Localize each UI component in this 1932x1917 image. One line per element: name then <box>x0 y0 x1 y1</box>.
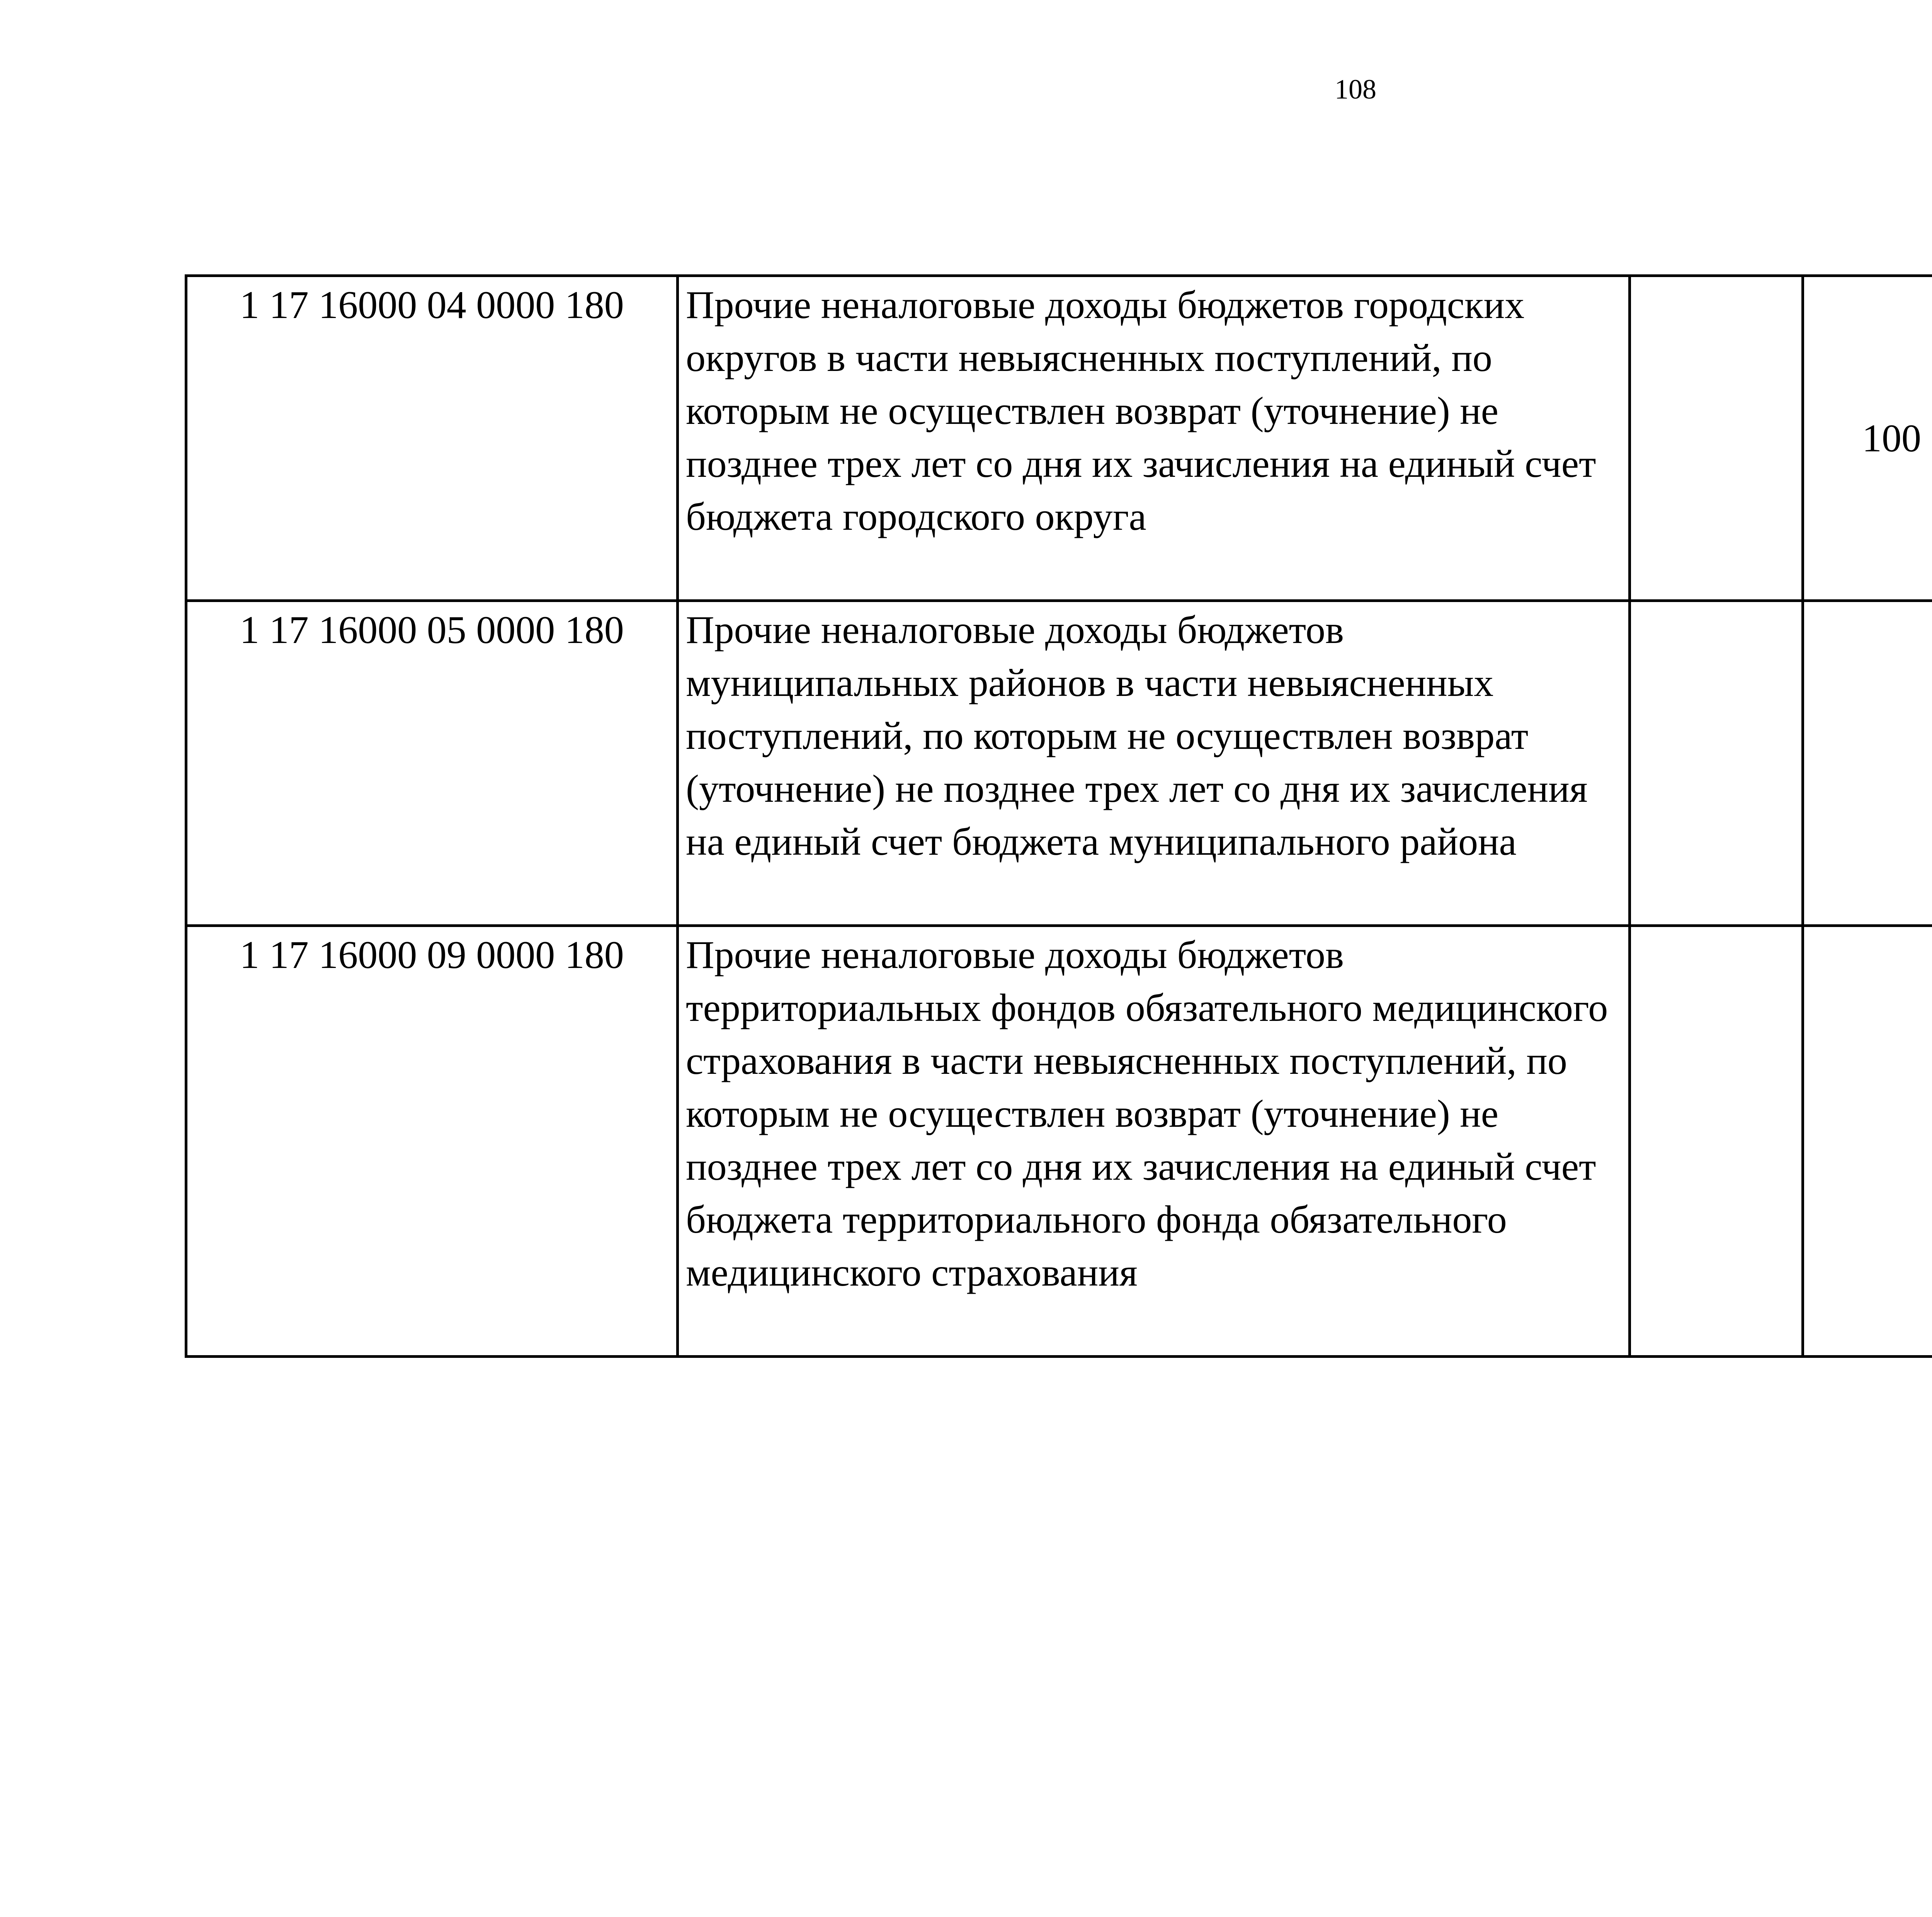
budget-revenue-table <box>185 274 1932 1358</box>
value-cell <box>1803 926 1932 1357</box>
revenue-code-cell: 1 17 16000 09 0000 180 <box>186 926 678 1357</box>
table-row <box>186 276 1932 601</box>
revenue-description-cell: Прочие неналоговые доходы бюджетов муниципальных районов в части невыясненных поступлений, по которым не осуществлен возврат (уточнение) не позднее трех лет со дня их зачисления на единый счет бюджета муниципального района <box>678 601 1630 926</box>
revenue-description-cell: Прочие неналоговые доходы бюджетов территориальных фондов обязательного медицинского страхования в части невыясненных поступлений, по которым не осуществлен возврат (уточнение) не позднее трех лет со дня их зачисления на единый счет бюджета территориального фонда обязательного медицинского страхования <box>678 926 1630 1357</box>
revenue-code-cell: 1 17 16000 05 0000 180 <box>186 601 678 926</box>
table-row <box>186 601 1932 926</box>
value-cell: 100 <box>1803 276 1932 601</box>
value-cell <box>1630 601 1803 926</box>
value-cell <box>1630 926 1803 1357</box>
value-cell <box>1630 276 1803 601</box>
revenue-code-cell: 1 17 16000 04 0000 180 <box>186 276 678 601</box>
revenue-description-cell: Прочие неналоговые доходы бюджетов городских округов в части невыясненных поступлений, по которым не осуществлен возврат (уточнение) не позднее трех лет со дня их зачисления на единый счет бюджета городского округа <box>678 276 1630 601</box>
page-number: 108 <box>1335 74 1376 105</box>
table-row <box>186 926 1932 1357</box>
value-cell <box>1803 601 1932 926</box>
